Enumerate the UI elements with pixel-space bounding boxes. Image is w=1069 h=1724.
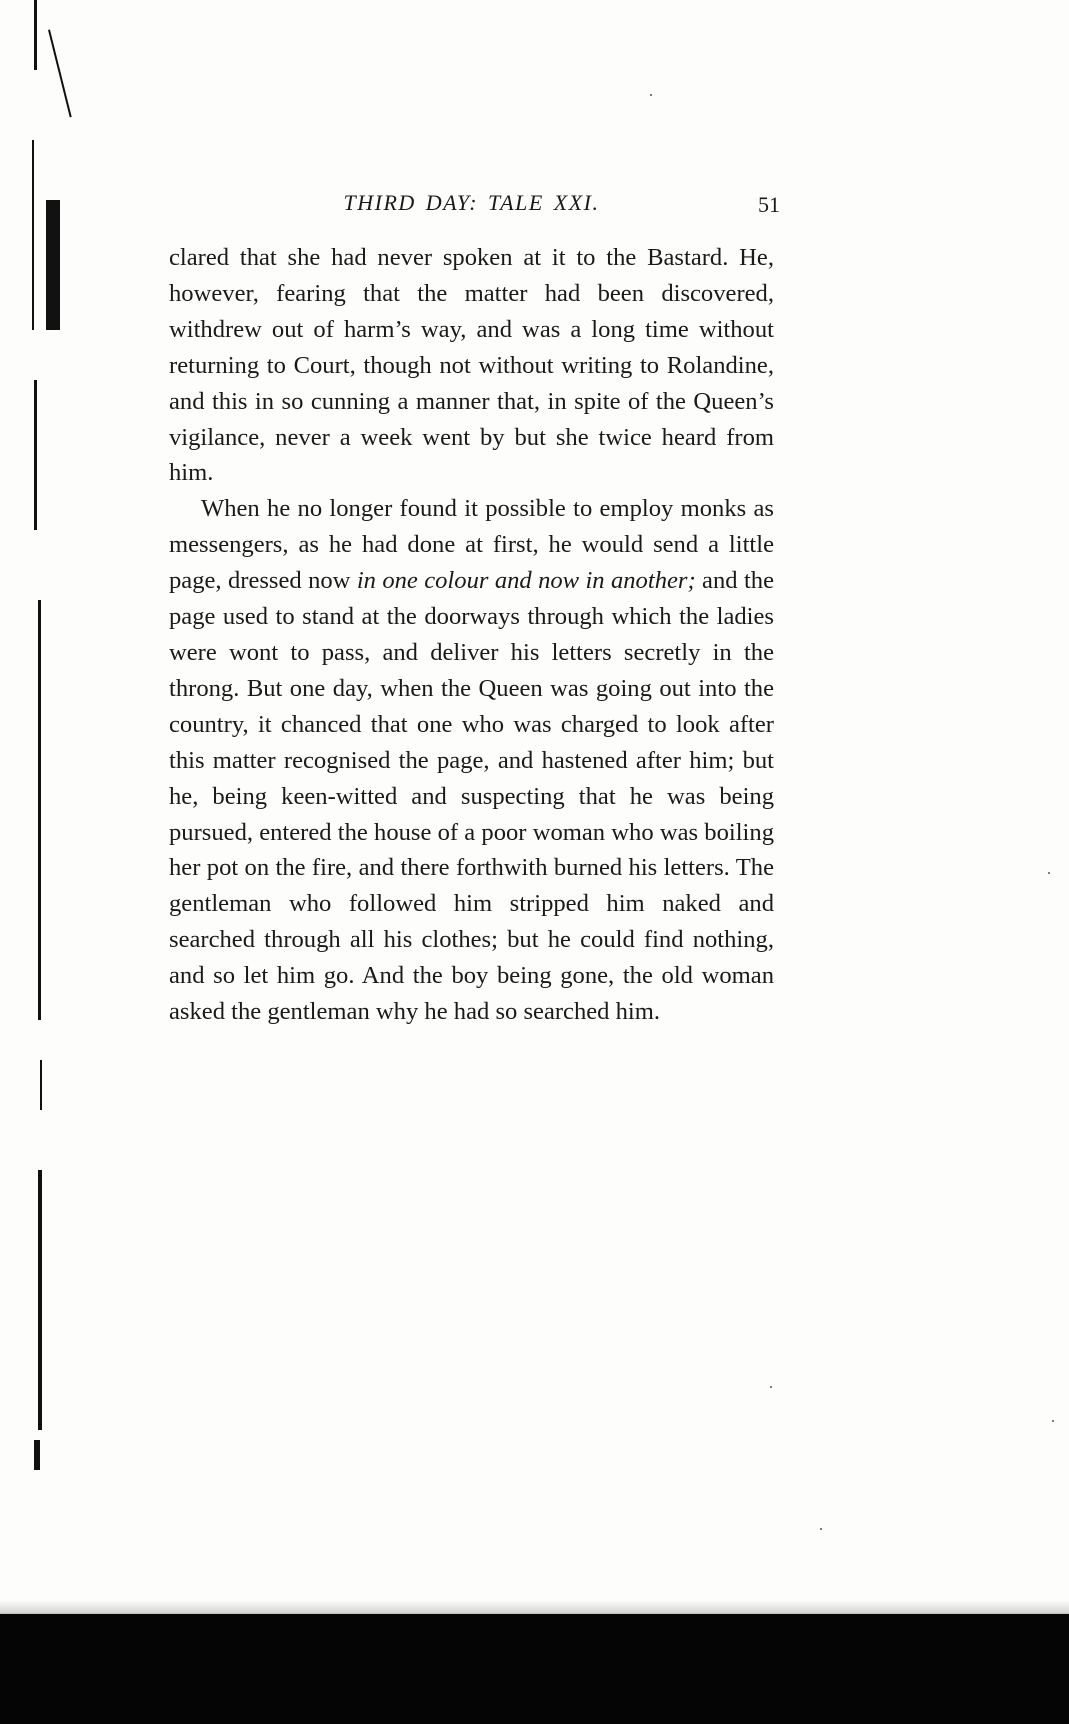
page-number: 51 <box>758 192 780 217</box>
scan-speck <box>1052 1420 1054 1422</box>
body-text <box>169 240 774 1030</box>
paragraph-text-end: and the page used to stand at the doorways through which the ladies were wont to pass, and deliver his letters secretly in the throng. But one day, when the Queen was going out into the country, it chanced that one who was charged to look after this matter recognised the page, and hastened after him; but he, being keen-witted and suspecting that he was being pursued, entered the house of a poor woman who was boiling her pot on the fire, and there forthwith burned his letters. The gentleman who followed him stripped him naked and searched through all his clothes; but he could find nothing, and so let him go. And the boy being gone, the old woman asked the gentleman why he had so searched him. <box>169 567 774 1026</box>
paragraph <box>169 491 774 1030</box>
scan-speck <box>770 1386 772 1388</box>
paragraph: clared that she had never spoken at it to the Bastard. He, however, fearing that the matter had been discovered, withdrew out of harm’s way, and was a long time without returning to Court, though not without writing to Rolandine, and this in so cunning a manner that, in spite of the Queen’s vigilance, never a week went by but she twice heard from him. <box>169 244 774 487</box>
scan-speck <box>820 1528 822 1530</box>
paragraph-text-start: When he no longer found it possible to employ monks as messengers, as he had done at first, he would send a little page, dressed now <box>169 495 774 595</box>
scan-speck <box>1048 872 1050 874</box>
running-head <box>169 190 780 224</box>
binding-edge <box>28 0 98 1724</box>
scan-speck <box>650 94 652 96</box>
paragraph-text-italic: in one colour and now in another; <box>356 567 696 595</box>
scan-bottom-band <box>0 1614 1069 1724</box>
running-title: THIRD DAY: TALE XXI. <box>343 190 600 215</box>
